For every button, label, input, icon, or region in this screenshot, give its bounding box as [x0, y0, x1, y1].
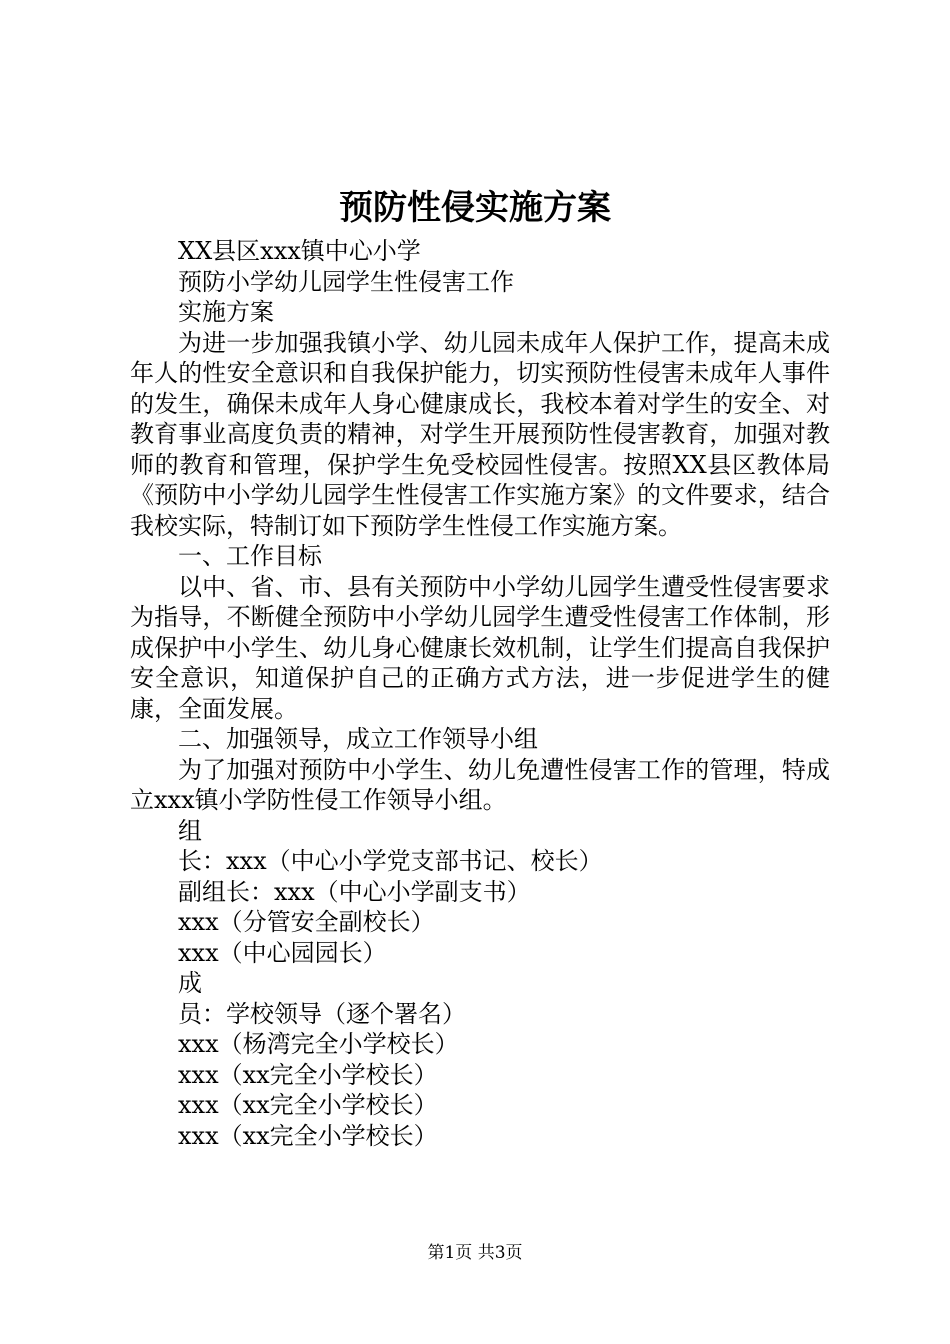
list-item: 成 — [178, 969, 202, 997]
list-item: 员：学校领导（逐个署名） — [178, 999, 466, 1028]
page-footer: 第1页 共3页 — [427, 1243, 523, 1263]
paragraph-work-goal: 以中、省、市、县有关预防中小学幼儿园学生遭受性侵害要求为指导，不断健全预防中小学幼儿园学生遭受性侵害工作体制，形成保护中小学生、幼儿身心健康长效机制，让学生们提高自我保护安全意识，知道保护自己的正确方式方法，进一步促进学生的健康，全面发展。 — [130, 572, 830, 723]
heading-work-goal: 一、工作目标 — [178, 542, 322, 570]
list-item: 副组长：xxx（中心小学副支书） — [178, 877, 531, 906]
list-item: xxx（xx完全小学校长） — [178, 1121, 438, 1150]
heading-leadership: 二、加强领导，成立工作领导小组 — [178, 725, 538, 753]
document-body — [130, 236, 830, 1151]
document-title: 预防性侵实施方案 — [339, 188, 611, 228]
paragraph-plan-label: 实施方案 — [178, 298, 274, 326]
list-item: xxx（xx完全小学校长） — [178, 1091, 438, 1119]
list-item: 组 — [178, 816, 202, 845]
list-item: xxx（分管安全副校长） — [178, 908, 435, 936]
list-item: xxx（杨湾完全小学校长） — [178, 1030, 459, 1058]
paragraph-intro: 为进一步加强我镇小学、幼儿园未成年人保护工作，提高未成年人的性安全意识和自我保护能力，切实预防性侵害未成年人事件的发生，确保未成年人身心健康成长，我校本着对学生的安全、对教育事业高度负责的精神，对学生开展预防性侵害教育，加强对教师的教育和管理，保护学生免受校园性侵害。按照XX县区教体局《预防中小学幼儿园学生性侵害工作实施方案》的文件要求，结合我校实际，特制订如下预防学生性侵工作实施方案。 — [130, 328, 830, 540]
list-item: 长：xxx（中心小学党支部书记、校长） — [178, 847, 603, 875]
list-item: xxx（中心园园长） — [178, 938, 387, 967]
paragraph-school-name: XX县区xxx镇中心小学 — [178, 237, 421, 265]
paragraph-subtitle: 预防小学幼儿园学生性侵害工作 — [178, 267, 514, 296]
paragraph-leadership: 为了加强对预防中小学生、幼儿免遭性侵害工作的管理，特成立xxx镇小学防性侵工作领导小组。 — [130, 755, 830, 814]
list-item: xxx（xx完全小学校长） — [178, 1060, 438, 1089]
